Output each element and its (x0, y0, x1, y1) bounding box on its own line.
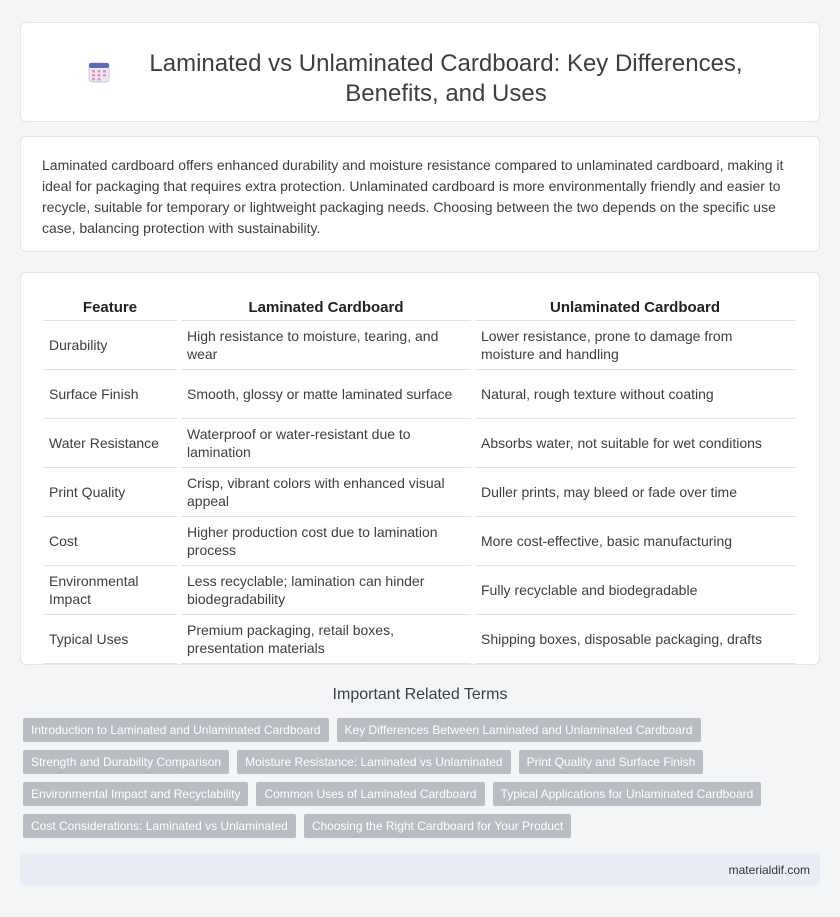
calendar-icon (88, 61, 110, 83)
table-row (43, 370, 795, 419)
row-laminated: Crisp, vibrant colors with enhanced visual appeal (181, 468, 471, 517)
row-laminated: Premium packaging, retail boxes, presentation materials (181, 615, 471, 664)
header-feature: Feature (43, 293, 177, 321)
related-terms-tags (23, 718, 823, 846)
related-term-tag[interactable]: Moisture Resistance: Laminated vs Unlaminated (237, 750, 510, 774)
related-term-tag[interactable]: Common Uses of Laminated Cardboard (256, 782, 484, 806)
row-unlaminated: Shipping boxes, disposable packaging, drafts (475, 615, 795, 664)
comparison-table-card (20, 272, 820, 665)
table-row (43, 566, 795, 615)
related-term-tag[interactable]: Key Differences Between Laminated and Unlaminated Cardboard (337, 718, 701, 742)
row-feature: Cost (43, 517, 177, 566)
table-row (43, 419, 795, 468)
row-laminated: High resistance to moisture, tearing, and wear (181, 321, 471, 370)
row-feature: Surface Finish (43, 370, 177, 419)
tag-row (23, 718, 823, 742)
summary-text: Laminated cardboard offers enhanced durability and moisture resistance compared to unlaminated cardboard, making it ideal for packaging that requires extra protection. Unlaminated cardboard is more environmentally friendly and easier to recycle, suitable for temporary or lightweight packaging needs. Choosing between the two depends on the specific use case, balancing protection with sustainability. (42, 157, 784, 236)
tag-row (23, 750, 823, 774)
footer (20, 853, 820, 886)
related-term-tag[interactable]: Print Quality and Surface Finish (519, 750, 704, 774)
footer-site[interactable]: materialdif.com (728, 863, 810, 877)
related-terms-title: Important Related Terms (332, 686, 508, 703)
row-feature: Durability (43, 321, 177, 370)
related-term-tag[interactable]: Cost Considerations: Laminated vs Unlaminated (23, 814, 296, 838)
row-feature: Print Quality (43, 468, 177, 517)
header-laminated: Laminated Cardboard (181, 293, 471, 321)
comparison-table (39, 293, 799, 664)
table-row (43, 468, 795, 517)
table-row (43, 321, 795, 370)
table-header-row (43, 293, 795, 321)
row-laminated: Less recyclable; lamination can hinder biodegradability (181, 566, 471, 615)
row-unlaminated: Absorbs water, not suitable for wet conditions (475, 419, 795, 468)
row-laminated: Higher production cost due to lamination process (181, 517, 471, 566)
row-feature: Water Resistance (43, 419, 177, 468)
related-term-tag[interactable]: Environmental Impact and Recyclability (23, 782, 248, 806)
tag-row (23, 782, 823, 806)
row-feature: Environmental Impact (43, 566, 177, 615)
summary-card (20, 136, 820, 252)
related-term-tag[interactable]: Typical Applications for Unlaminated Cardboard (493, 782, 762, 806)
tag-row (23, 814, 823, 838)
row-unlaminated: Lower resistance, prone to damage from moisture and handling (475, 321, 795, 370)
table-row (43, 517, 795, 566)
row-unlaminated: More cost-effective, basic manufacturing (475, 517, 795, 566)
header-card (20, 22, 820, 122)
row-unlaminated: Natural, rough texture without coating (475, 370, 795, 419)
page-title: Laminated vs Unlaminated Cardboard: Key Differences, Benefits, and Uses (149, 50, 743, 107)
title-wrap (50, 35, 790, 109)
related-term-tag[interactable]: Introduction to Laminated and Unlaminated Cardboard (23, 718, 329, 742)
table-row (43, 615, 795, 664)
row-unlaminated: Duller prints, may bleed or fade over time (475, 468, 795, 517)
row-unlaminated: Fully recyclable and biodegradable (475, 566, 795, 615)
header-unlaminated: Unlaminated Cardboard (475, 293, 795, 321)
row-feature: Typical Uses (43, 615, 177, 664)
row-laminated: Smooth, glossy or matte laminated surface (181, 370, 471, 419)
related-term-tag[interactable]: Strength and Durability Comparison (23, 750, 229, 774)
row-laminated: Waterproof or water-resistant due to lamination (181, 419, 471, 468)
related-term-tag[interactable]: Choosing the Right Cardboard for Your Product (304, 814, 572, 838)
